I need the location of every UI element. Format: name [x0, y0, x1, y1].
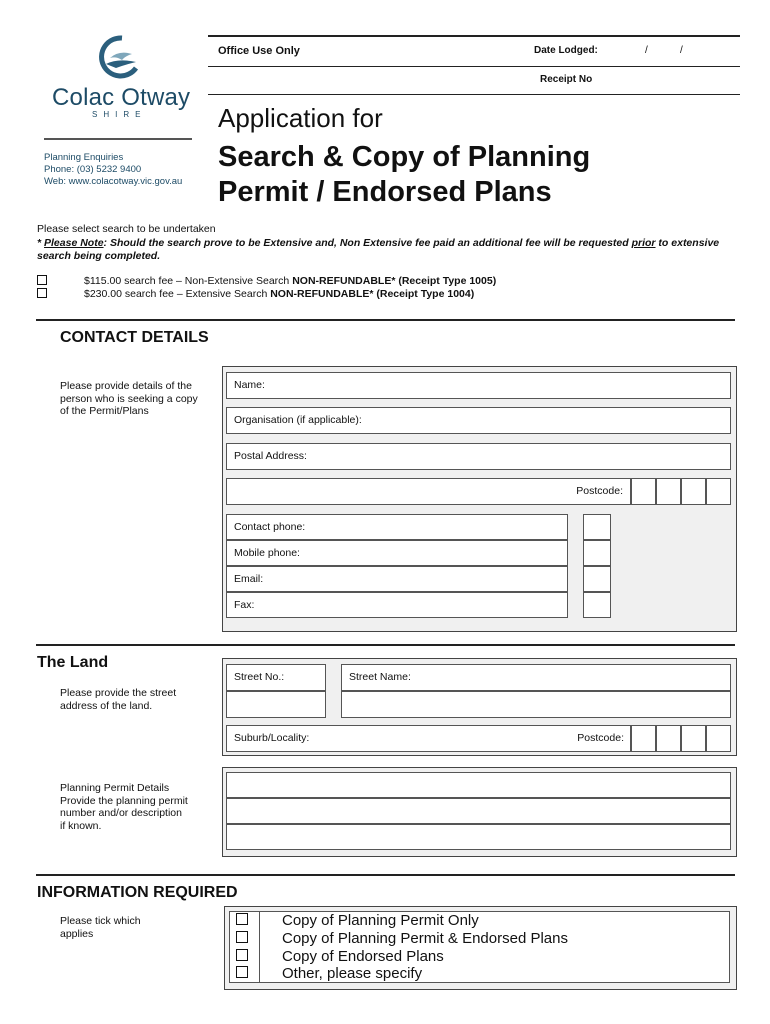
office-top-rule: [208, 35, 740, 37]
postcode-digit[interactable]: [656, 478, 681, 505]
contact-side-box[interactable]: [583, 566, 611, 592]
enquiries-web: Web: www.colacotway.vic.gov.au: [44, 176, 183, 187]
contact-side-box[interactable]: [583, 540, 611, 566]
permit-side-text: Planning Permit Details Provide the planning permit number and/or description if known.: [60, 782, 188, 832]
note-prior: prior: [631, 237, 656, 249]
postal-address-field[interactable]: Postal Address:: [226, 443, 731, 470]
info-heading: INFORMATION REQUIRED: [37, 884, 238, 901]
logo-divider: [44, 138, 192, 140]
suburb-field[interactable]: Suburb/Locality: Postcode:: [226, 725, 631, 752]
info-option-permit-only[interactable]: Copy of Planning Permit Only: [236, 912, 479, 929]
note-label: Please Note: [44, 237, 104, 249]
office-mid-rule: [208, 66, 740, 67]
email-field[interactable]: Email:: [226, 566, 568, 592]
title-line-2: Search & Copy of Planning: [218, 141, 591, 173]
receipt-no-label: Receipt No: [540, 74, 593, 85]
checkbox[interactable]: [37, 288, 47, 298]
mobile-phone-field[interactable]: Mobile phone:: [226, 540, 568, 566]
permit-details-line[interactable]: [226, 798, 731, 824]
postcode-digit[interactable]: [631, 725, 656, 752]
name-field[interactable]: Name:: [226, 372, 731, 399]
postcode-digit[interactable]: [681, 478, 706, 505]
postcode-digit[interactable]: [631, 478, 656, 505]
section-rule: [36, 644, 735, 646]
land-heading: The Land: [37, 654, 109, 671]
office-use-label: Office Use Only: [218, 45, 300, 57]
title-line-3: Permit / Endorsed Plans: [218, 176, 552, 208]
office-bottom-rule: [208, 94, 740, 95]
checkbox[interactable]: [236, 949, 248, 961]
fax-field[interactable]: Fax:: [226, 592, 568, 618]
fee-option-nonextensive[interactable]: $115.00 search fee – Non-Extensive Search NON-REFUNDABLE* (Receipt Type 1005): [37, 275, 496, 287]
contact-side-text: Please provide details of the person who is seeking a copy of the Permit/Plans: [60, 380, 198, 417]
permit-details-line[interactable]: [226, 824, 731, 850]
checkbox[interactable]: [236, 966, 248, 978]
title-line-1: Application for: [218, 103, 383, 133]
land-side-text: Please provide the street address of the land.: [60, 687, 177, 712]
enquiries-phone: Phone: (03) 5232 9400: [44, 164, 142, 175]
date-lodged-label: Date Lodged:: [534, 45, 598, 56]
organisation-field[interactable]: Organisation (if applicable):: [226, 407, 731, 434]
postcode-digit[interactable]: [706, 478, 731, 505]
land-postcode-label: Postcode:: [577, 732, 624, 744]
permit-details-line[interactable]: [226, 772, 731, 798]
street-no-field[interactable]: [226, 691, 326, 718]
postcode-digit[interactable]: [706, 725, 731, 752]
logo-name: Colac Otway: [52, 84, 191, 111]
info-side-text: Please tick which applies: [60, 915, 141, 940]
enquiries-title: Planning Enquiries: [44, 152, 124, 163]
date-slash-2: /: [680, 45, 683, 56]
enquiries-block: [44, 152, 182, 188]
postcode-label: Postcode:: [226, 478, 631, 505]
contact-heading: CONTACT DETAILS: [60, 329, 209, 346]
contact-side-box[interactable]: [583, 514, 611, 540]
info-option-permit-and-plans[interactable]: Copy of Planning Permit & Endorsed Plans: [236, 930, 568, 947]
logo-shire: SHIRE: [92, 110, 147, 119]
contact-phone-field[interactable]: Contact phone:: [226, 514, 568, 540]
title-main: [218, 140, 590, 210]
date-slash-1: /: [645, 45, 648, 56]
info-option-plans-only[interactable]: Copy of Endorsed Plans: [236, 948, 444, 965]
contact-side-box[interactable]: [583, 592, 611, 618]
checkbox[interactable]: [236, 913, 248, 925]
section-rule: [36, 874, 735, 876]
checkbox[interactable]: [37, 275, 47, 285]
fee-option-extensive[interactable]: $230.00 search fee – Extensive Search NON-REFUNDABLE* (Receipt Type 1004): [37, 288, 474, 300]
intro-text: Please select search to be undertaken: [37, 223, 216, 235]
checkbox[interactable]: [236, 931, 248, 943]
info-option-other[interactable]: Other, please specify: [236, 965, 422, 982]
postcode-digit[interactable]: [681, 725, 706, 752]
street-name-label: Street Name:: [341, 664, 731, 691]
section-rule: [36, 319, 735, 321]
shire-logo-icon: [92, 34, 142, 80]
postcode-digit[interactable]: [656, 725, 681, 752]
street-no-label: Street No.:: [226, 664, 326, 691]
street-name-field[interactable]: [341, 691, 731, 718]
note-text: * Please Note: Should the search prove to be Extensive and, Non Extensive fee paid an additional fee will be requested prior to extensive search being completed.: [37, 237, 720, 262]
